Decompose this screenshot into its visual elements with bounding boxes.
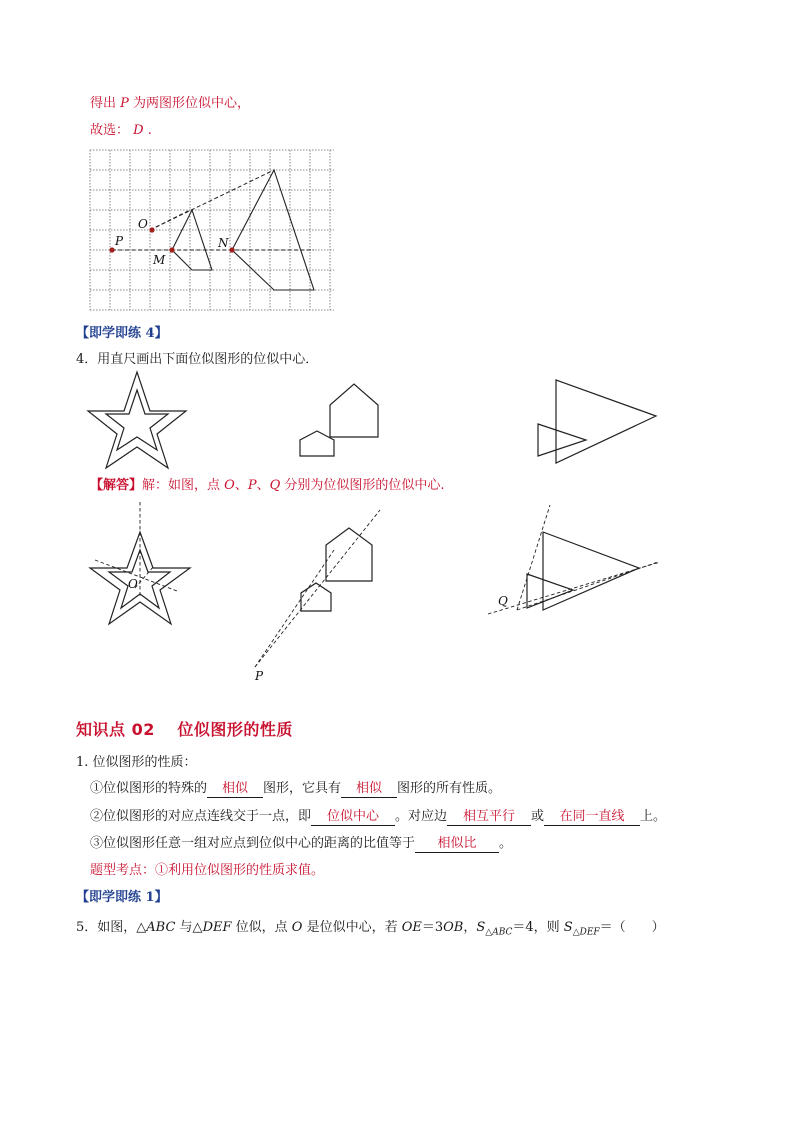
property-item-2 (90, 808, 666, 826)
q5-var: DEF (202, 920, 232, 935)
practice4-question: 4．用直尺画出下面位似图形的位似中心． (76, 352, 319, 367)
property-text: ②位似图形的对应点连线交于一点，即 (90, 809, 312, 824)
intro-text: 为两图形位似中心， (133, 96, 251, 111)
answer-var-q: Q (269, 478, 281, 493)
q5-text: 5．如图，△ (76, 920, 147, 935)
question5 (76, 919, 665, 942)
pentagon-small (300, 431, 334, 456)
property-text: 上。 (640, 809, 667, 824)
property-text: ①位似图形的特殊的 (90, 781, 208, 796)
intro-line-1 (90, 95, 250, 113)
answer-tag: 【解答】 (90, 478, 143, 493)
label-o: O (138, 217, 148, 231)
practice1-tag: 【即学即练 1】 (76, 890, 168, 905)
answer-sep: 、 (256, 478, 270, 493)
intro-text: 得出 (90, 96, 117, 111)
intro-var-d: D (133, 123, 144, 138)
small-triangle (172, 210, 212, 270)
q5-var: O (291, 920, 303, 935)
answer-blank: 在同一直线 (544, 809, 640, 826)
intro-var-p: P (120, 96, 129, 111)
points (109, 227, 234, 252)
answer-var-o: O (224, 478, 235, 493)
answer-var-p: P (247, 478, 257, 493)
q5-subscript: △DEF (572, 927, 600, 938)
answer-blank: 相似比 (415, 836, 499, 853)
q5-text: ， (463, 920, 477, 935)
property-item-3 (90, 835, 512, 853)
section-title: 知识点 02 位似图形的性质 (76, 720, 293, 739)
property-text: 图形，它具有 (263, 781, 342, 796)
point-p (109, 247, 114, 252)
property-text: ③位似图形任意一组对应点到位似中心的距离的比值等于 (90, 836, 416, 851)
answer-text: 分别为位似图形的位似中心. (280, 478, 445, 493)
answer-blank: 位似中心 (311, 809, 395, 826)
label-p: P (115, 234, 124, 248)
q5-text: 与△ (175, 920, 203, 935)
q5-var: ABC (146, 920, 176, 935)
property-text: 。对应边 (395, 809, 448, 824)
q5-text: 是位似中心，若 (302, 920, 402, 935)
label-p: P (255, 669, 264, 683)
property-text: 或 (531, 809, 545, 824)
q5-text: ＝4，则 (512, 920, 564, 935)
exam-point: 题型考点：①利用位似图形的性质求值。 (90, 863, 325, 878)
point-n (229, 247, 234, 252)
properties-heading: 1. 位似图形的性质： (76, 755, 197, 770)
triangle-large (556, 380, 656, 463)
practice4-tag: 【即学即练 4】 (76, 326, 168, 341)
grid-figure (88, 148, 338, 314)
q5-text: ＝（ ） (599, 920, 665, 935)
answer4-line (90, 477, 445, 495)
answer-blank: 相互平行 (447, 809, 531, 826)
q5-text: ＝3 (421, 920, 444, 935)
label-m: M (153, 253, 166, 267)
answer-sep: 、 (234, 478, 248, 493)
q5-var: S (563, 920, 573, 935)
triangle-small (538, 424, 586, 456)
intro-text: . (147, 123, 152, 138)
label-o: O (128, 577, 138, 591)
property-text: 图形的所有性质。 (397, 781, 502, 796)
answer-blank: 相似 (341, 781, 397, 798)
q5-text: 位似，点 (231, 920, 292, 935)
q5-subscript: △ABC (485, 927, 513, 938)
property-text: 。 (499, 836, 513, 851)
pentagon-solution (301, 528, 372, 611)
answer-text: 解：如图，点 (142, 478, 225, 493)
star-outer (88, 372, 186, 468)
intro-text: 故选： (90, 123, 130, 138)
q5-var: OB (443, 920, 464, 935)
point-o (149, 227, 154, 232)
pentagon-large (330, 384, 378, 437)
point-m (169, 247, 174, 252)
solution-figures (80, 500, 680, 685)
q5-var: OE (401, 920, 422, 935)
label-q: Q (498, 594, 508, 608)
triangle-solution (527, 532, 639, 610)
question-figures (80, 370, 680, 470)
label-n: N (218, 236, 229, 250)
grid-lines (90, 150, 334, 310)
property-item-1 (90, 780, 501, 798)
q5-var: S (476, 920, 486, 935)
answer-blank: 相似 (207, 781, 263, 798)
intro-line-2 (90, 122, 152, 140)
